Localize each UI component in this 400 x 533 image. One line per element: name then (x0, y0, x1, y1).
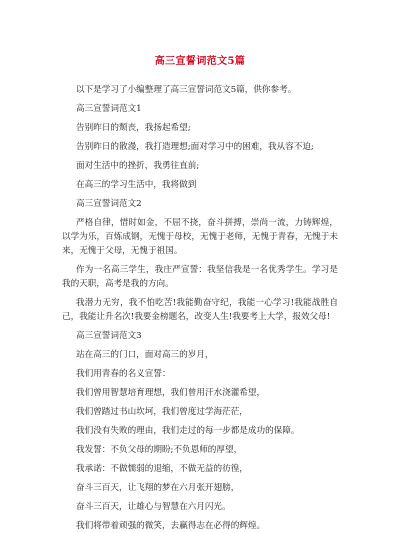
paragraph: 我发誓：不负父母的期盼;不负恩师的厚望， (76, 445, 243, 455)
paragraph: 面对生活中的挫折，我勇往直前; (76, 161, 200, 171)
paragraph: 告别昨日的散漫，我打造理想;面对学习中的困难，我从容不迫; (76, 142, 314, 152)
paragraph: 我们曾踏过书山坎坷，我们曾度过学海茫茫， (76, 407, 248, 417)
paragraph: 我们将带着顽强的微笑，去赢得志在必得的辉煌。 (76, 521, 266, 531)
paragraph: 奋斗三百天，让飞翔的梦在六月张开翅膀， (76, 483, 240, 493)
intro-paragraph: 以下是学习了小编整理了高三宣誓词范文5篇，供你参考。 (76, 85, 297, 95)
paragraph: 在高三的学习生活中，我将做到 (76, 180, 197, 190)
paragraph: 我们没有失败的理由，我们走过的每一步都是成功的保障。 (76, 426, 300, 436)
paragraph: 站在高三的门口，面对高三的岁月， (76, 350, 214, 360)
paragraph: 奋斗三百天，让雄心与智慧在六月闪光。 (76, 502, 231, 512)
document-title: 高三宣誓词范文5篇 (154, 56, 246, 67)
paragraph: 我们曾用智慧培育理想，我们曾用汗水浇灌希望， (76, 388, 266, 398)
paragraph: 我承诺：不做懦弱的退缩，不做无益的彷徨， (76, 464, 248, 474)
paragraph: 我潜力无穷，我不怕吃苦!我能勤奋守纪，我能一心学习!我能战胜自己，我能让升名次!我要金榜题名，改变人生!我要考上大学，报效父母! (62, 298, 338, 322)
paragraph: 作为一名高三学生，我庄严宣誓：我坚信我是一名优秀学生。学习是我的天职，高考是我的方向。 (62, 265, 338, 289)
section-heading-1: 高三宣誓词范文1 (76, 104, 142, 114)
paragraph: 严格自律，惜时如金，不屈不挠，奋斗拼搏，崇尚一流，力铸辉煌，以学为乐，百炼成钢，无愧于母校，无愧于老师，无愧于青春，无愧于未来，无愧于父母，无愧于祖国。 (62, 218, 338, 256)
paragraph: 告别昨日的颓丧，我扬起希望; (76, 123, 191, 133)
section-heading-3: 高三宣誓词范文3 (76, 331, 142, 341)
paragraph: 我们用青春的名义宣誓： (76, 369, 171, 379)
section-heading-2: 高三宣誓词范文2 (76, 199, 142, 209)
